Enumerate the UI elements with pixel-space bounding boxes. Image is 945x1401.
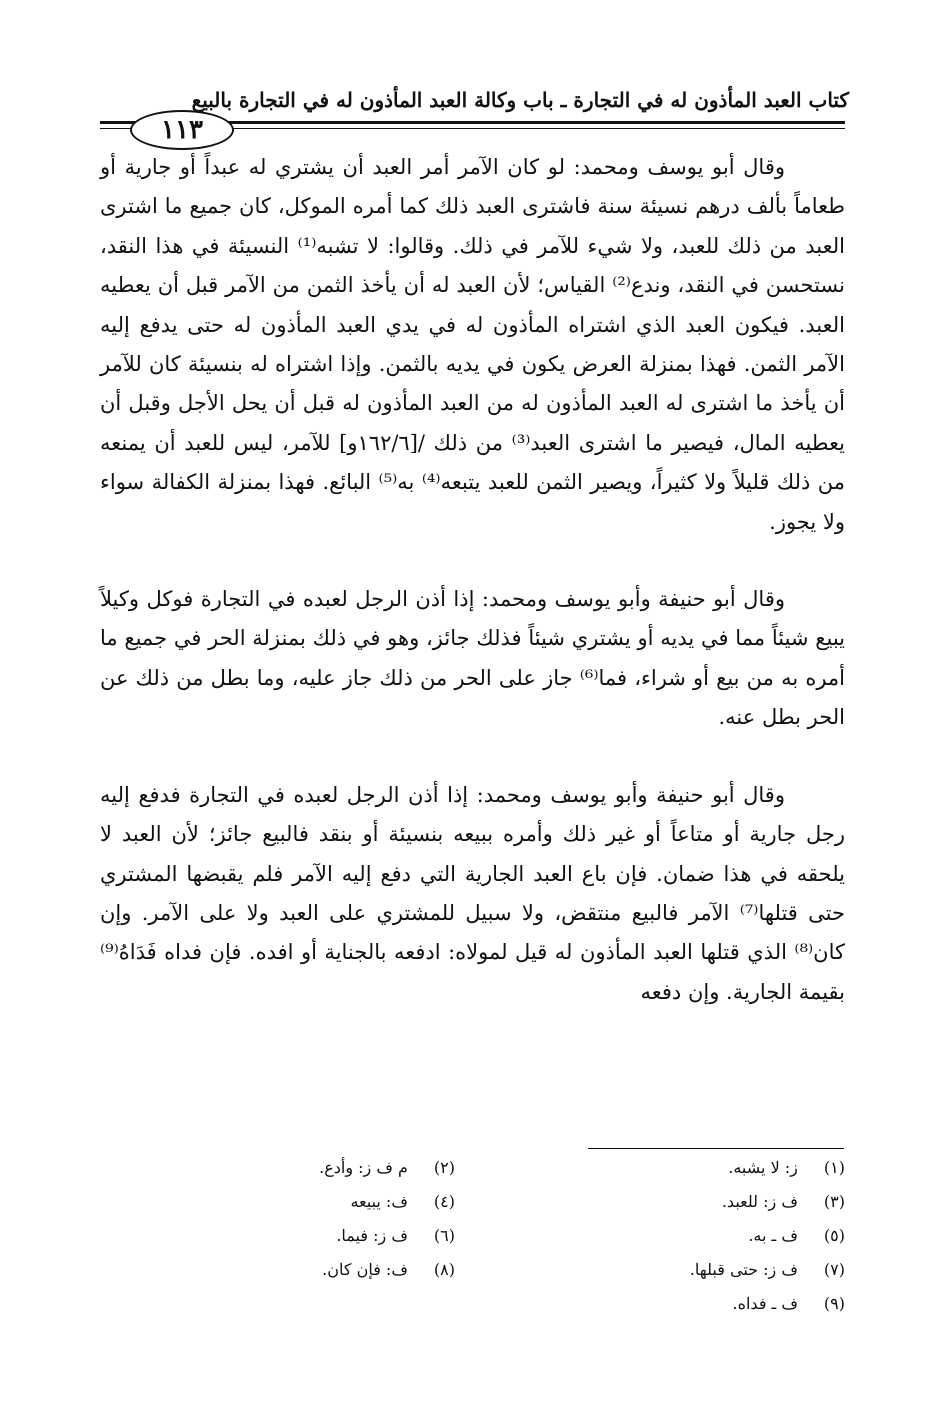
footnote-separator [588,1148,844,1149]
footnote-item [728,1158,845,1177]
footnote-number: (٤) [433,1192,455,1211]
footnote-item [350,1192,455,1211]
footnote-item [322,1260,455,1279]
footnote-text: ز: لا يشبه. [728,1158,798,1177]
footnote-number: (٨) [433,1260,455,1279]
footnote-text: م ف ز: وأدع. [319,1158,408,1177]
paragraph-1: وقال أبو يوسف ومحمد: لو كان الآمر أمر العبد أن يشتري له عبداً أو جارية أو طعاماً بألف درهم نسيئة سنة فاشترى العبد ذلك كما أمره الموكل، كان جميع ما اشترى العبد من ذلك للعبد، ولا شيء للآمر في ذلك. وقالوا: لا تشبه⁽¹⁾ النسيئة في هذا النقد، نستحسن في النقد، وندع⁽²⁾ القياس؛ لأن العبد له أن يأخذ الثمن من الآمر قبل أن يعطيه العبد. فيكون العبد الذي اشتراه المأذون له في يدي العبد المأذون له حتى يدفع إليه الآمر الثمن. فهذا بمنزلة العرض يكون في يديه بالثمن. وإذا اشتراه له بنسيئة كان للآمر أن يأخذ ما اشترى له العبد المأذون له من العبد المأذون له قبل أن يحل الأجل وقبل أن يعطيه المال، فيصير ما اشترى العبد⁽³⁾ من ذلك /[١٦٢/٦و] للآمر، ليس للعبد أن يمنعه من ذلك قليلاً ولا كثيراً، ويصير الثمن للعبد يتبعه⁽⁴⁾ به⁽⁵⁾ البائع. فهذا بمنزلة الكفالة سواء ولا يجوز. [100,155,846,534]
footnote-text: ف ز: فيما. [336,1226,408,1245]
footnote-number: (٢) [433,1158,455,1177]
main-text [100,148,845,1012]
footnote-number: (٧) [823,1260,845,1279]
page-number-badge [130,110,234,150]
footnotes [100,1158,845,1358]
footnote-text: ف ز: للعبد. [721,1192,798,1211]
footnote-number: (٩) [823,1294,845,1313]
footnote-number: (١) [823,1158,845,1177]
footnote-number: (٣) [823,1192,845,1211]
footnote-text: ف ـ فداه. [732,1294,798,1313]
footnote-number: (٥) [823,1226,845,1245]
page-number: ١١٣ [161,115,203,145]
paragraph-3: وقال أبو حنيفة وأبو يوسف ومحمد: إذا أذن الرجل لعبده في التجارة فدفع إليه رجل جارية أو متاعاً أو غير ذلك وأمره ببيعه بنسيئة أو بنقد فالبيع جائز؛ لأن العبد لا يلحقه في هذا ضمان. فإن باع العبد الجارية التي دفع إليه الآمر فلم يقبضها المشتري حتى قتلها⁽⁷⁾ الآمر فالبيع منتقض، ولا سبيل للمشتري على العبد ولا على الآمر. وإن كان⁽⁸⁾ الذي قتلها العبد المأذون له قيل لمولاه: ادفعه بالجناية أو افده. فإن فداه فَدَاهُ⁽⁹⁾ بقيمة الجارية. وإن دفعه [100,782,845,1004]
footnote-item [690,1260,845,1279]
footnote-number: (٦) [433,1226,455,1245]
paragraph-2: وقال أبو حنيفة وأبو يوسف ومحمد: إذا أذن الرجل لعبده في التجارة فوكل وكيلاً يبيع شيئاً مما في يديه أو يشتري شيئاً فذلك جائز، وهو في ذلك بمنزلة الحر في جميع ما أمره به من بيع أو شراء، فما⁽⁶⁾ جاز على الحر من ذلك جاز عليه، وما بطل من ذلك عن الحر بطل عنه. [100,587,845,730]
footnote-text: ف ز: حتى قبلها. [689,1260,798,1279]
footnote-item [748,1226,845,1245]
footnote-item [336,1226,455,1245]
footnote-text: ف: يبيعه [350,1192,408,1211]
footnote-item [733,1294,846,1313]
footnote-text: ف ـ به. [748,1226,798,1245]
footnote-item [722,1192,845,1211]
footnote-item [319,1158,455,1177]
footnote-text: ف: فإن كان. [322,1260,408,1279]
running-header-title: كتاب العبد المأذون له في التجارة ـ باب وكالة العبد المأذون له في التجارة بالبيع [191,88,849,112]
